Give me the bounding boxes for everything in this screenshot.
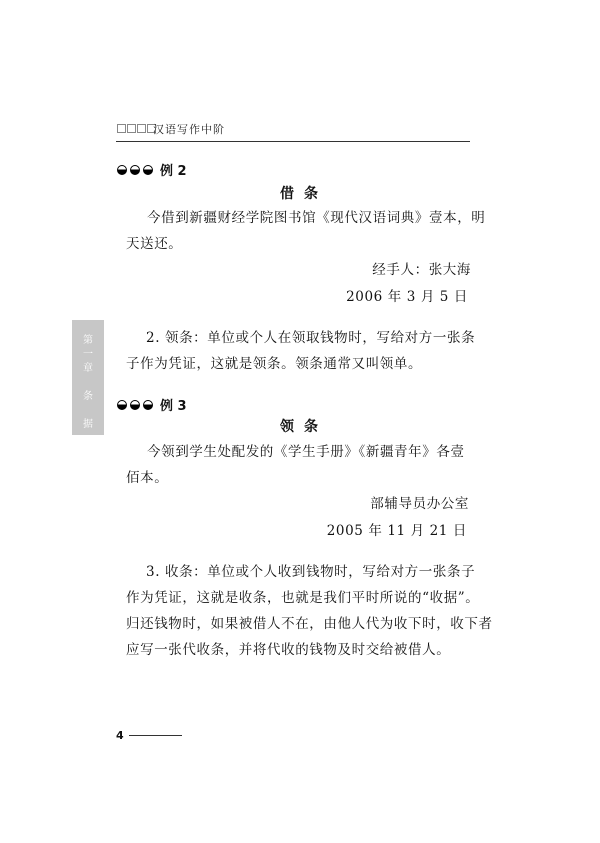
half-circle-icon [130, 400, 140, 410]
section-2-line: 2. 领条：单位或个人在领取钱物时，写给对方一张条 [146, 330, 476, 346]
header-decoration [117, 124, 156, 133]
example-label: 例 2 [160, 164, 187, 179]
section-3-line: 作为凭证，这就是收条，也就是我们平时所说的“收据”。 [126, 590, 480, 606]
example-3-date: 2005 年 11 月 21 日 [326, 523, 467, 539]
running-header: 汉语写作中阶 [153, 123, 225, 136]
example-3-title: 领条 [280, 419, 328, 435]
half-circle-icon [117, 400, 127, 410]
half-circle-icon [143, 165, 153, 175]
section-2-line: 子作为凭证，这就是领条。领条通常又叫领单。 [126, 356, 423, 372]
section-3-line: 3. 收条：单位或个人收到钱物时，写给对方一张条子 [146, 564, 476, 580]
example-2-signer: 经手人：张大海 [372, 262, 471, 278]
chapter-side-tab-text: 第 一 章 条 据 [83, 335, 93, 430]
example-3-heading [117, 395, 187, 414]
section-3-line: 归还钱物时，如果被借人不在，由他人代为收下时，收下者 [126, 616, 493, 632]
half-circle-icon [130, 165, 140, 175]
footer-rule [129, 735, 182, 736]
example-3-body-line: 今领到学生处配发的《学生手册》《新疆青年》各壹 [147, 444, 465, 460]
example-3-body-line: 佰本。 [126, 470, 169, 486]
example-2-body-line: 今借到新疆财经学院图书馆《现代汉语词典》壹本，明 [147, 210, 486, 226]
example-label: 例 3 [160, 399, 187, 414]
half-circle-icon [143, 400, 153, 410]
page-number: 4 [116, 729, 124, 742]
example-3-signer: 部辅导员办公室 [370, 496, 469, 512]
section-3-line: 应写一张代收条，并将代收的钱物及时交给被借人。 [126, 642, 451, 658]
example-2-heading [117, 160, 187, 179]
example-2-body-line: 天送还。 [126, 236, 183, 252]
header-rule [116, 141, 470, 142]
half-circle-icon [117, 165, 127, 175]
example-2-title: 借条 [280, 186, 328, 202]
example-2-date: 2006 年 3 月 5 日 [346, 289, 468, 305]
